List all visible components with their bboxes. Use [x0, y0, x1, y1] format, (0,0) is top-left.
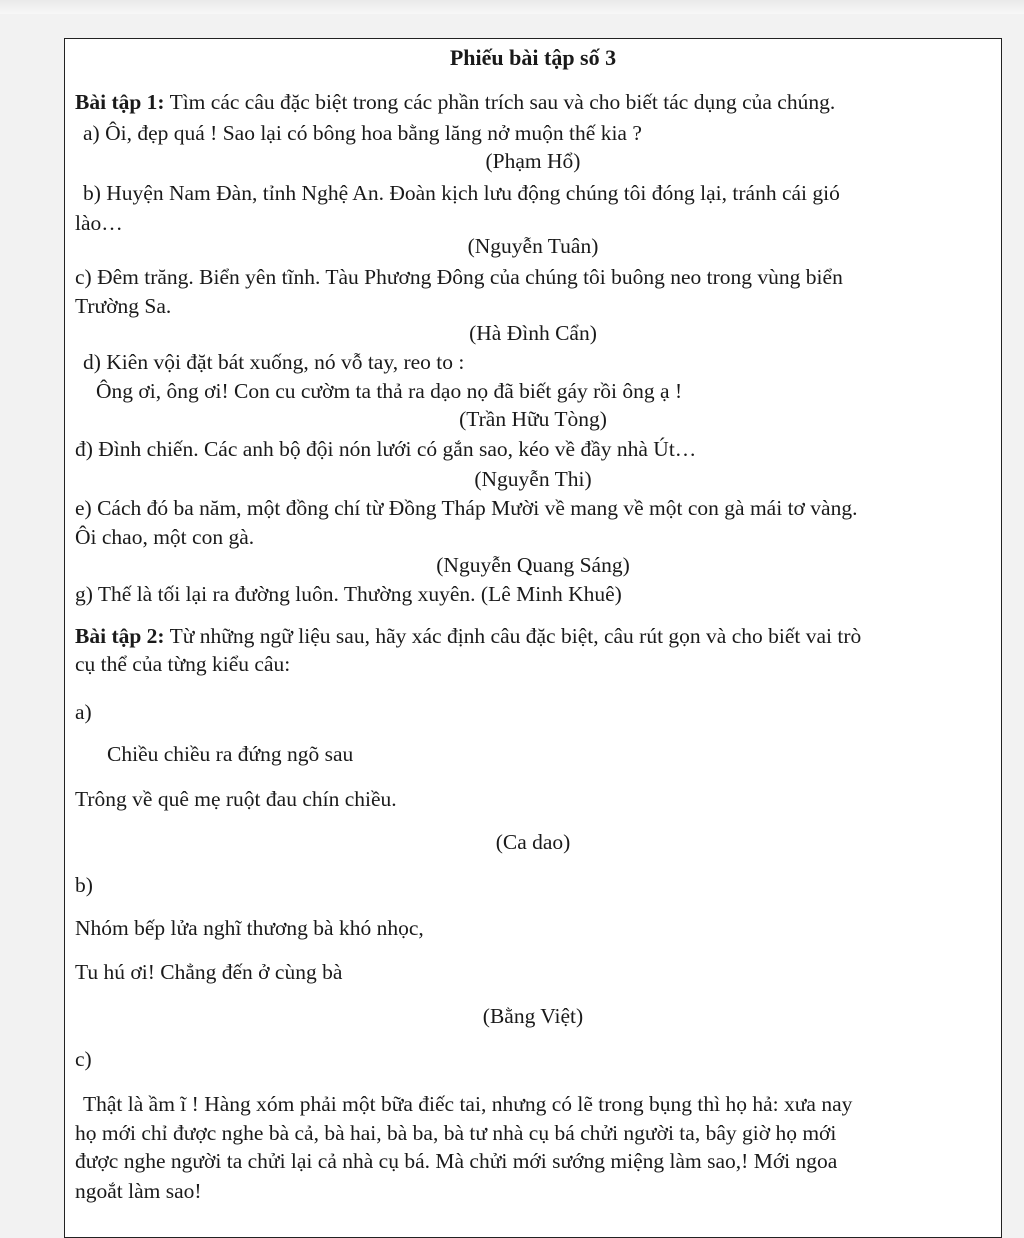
worksheet-page [64, 38, 1002, 1238]
item-b-line-1: b) Huyện Nam Đàn, tỉnh Nghệ An. Đoàn kịch lưu động chúng tôi đóng lại, tránh cái gió [83, 181, 840, 205]
exercise-2-prompt-line-2: cụ thể của từng kiểu câu: [75, 652, 291, 676]
item-e-line-2: Ôi chao, một con gà. [75, 525, 255, 549]
ex2-b-source: (Bằng Việt) [482, 1004, 584, 1028]
item-g: g) Thế là tối lại ra đường luôn. Thường xuyên. (Lê Minh Khuê) [75, 582, 622, 606]
ex2-c-line-2: họ mới chỉ được nghe bà cả, bà hai, bà ba, bà tư nhà cụ bá chửi người ta, bây giờ họ mới [75, 1121, 837, 1145]
item-e-line-1: e) Cách đó ba năm, một đồng chí từ Đồng Tháp Mười về mang về một con gà mái tơ vàng. [75, 496, 858, 520]
ex2-a-source: (Ca dao) [495, 830, 571, 854]
ex2-c-line-4: ngoắt làm sao! [75, 1179, 202, 1203]
exercise-2-heading [75, 623, 861, 649]
item-d-line-1: d) Kiên vội đặt bát xuống, nó vỗ tay, reo to : [83, 350, 465, 374]
item-c-line-2: Trường Sa. [75, 294, 172, 318]
ex2-c-line-1: Thật là ầm ĩ ! Hàng xóm phải một bữa điếc tai, nhưng có lẽ trong bụng thì họ hả: xưa nay [83, 1092, 853, 1116]
ex2-c-label: c) [75, 1047, 92, 1071]
top-bar [0, 0, 1024, 14]
item-d-line-2: Ông ơi, ông ơi! Con cu cườm ta thả ra dạo nọ đã biết gáy rồi ông ạ ! [96, 379, 683, 403]
item-c-source: (Hà Đình Cẩn) [469, 321, 597, 345]
item-b-line-2: lào… [75, 211, 123, 235]
item-dd: đ) Đình chiến. Các anh bộ đội nón lưới có gắn sao, kéo về đầy nhà Út… [75, 437, 697, 461]
exercise-2-label: Bài tập 2: [75, 624, 165, 648]
ex2-b-label: b) [75, 873, 93, 897]
ex2-b-line-2: Tu hú ơi! Chẳng đến ở cùng bà [75, 960, 343, 984]
ex2-c-line-3: được nghe người ta chửi lại cả nhà cụ bá. Mà chửi mới sướng miệng làm sao,! Mới ngoa [75, 1149, 838, 1173]
item-b-source: (Nguyễn Tuân) [467, 234, 599, 258]
exercise-1-prompt: Tìm các câu đặc biệt trong các phần trích sau và cho biết tác dụng của chúng. [164, 90, 836, 114]
ex2-a-label: a) [75, 700, 92, 724]
exercise-1-label: Bài tập 1: [75, 90, 165, 114]
ex2-a-line-1: Chiều chiều ra đứng ngõ sau [107, 742, 354, 766]
item-d-source: (Trần Hữu Tòng) [459, 407, 607, 431]
page-title: Phiếu bài tập số 3 [449, 45, 617, 70]
item-a-source: (Phạm Hổ) [485, 149, 581, 173]
item-e-source: (Nguyễn Quang Sáng) [436, 553, 630, 577]
item-c-line-1: c) Đêm trăng. Biển yên tĩnh. Tàu Phương Đông của chúng tôi buông neo trong vùng biển [75, 265, 843, 289]
exercise-2-prompt: Từ những ngữ liệu sau, hãy xác định câu đặc biệt, câu rút gọn và cho biết vai trò [164, 624, 862, 648]
ex2-a-line-2: Trông về quê mẹ ruột đau chín chiều. [75, 787, 397, 811]
exercise-1-heading [75, 89, 835, 115]
ex2-b-line-1: Nhóm bếp lửa nghĩ thương bà khó nhọc, [75, 916, 424, 940]
item-a: a) Ôi, đẹp quá ! Sao lại có bông hoa bằng lăng nở muộn thế kia ? [83, 121, 642, 145]
item-dd-source: (Nguyễn Thi) [474, 467, 592, 491]
